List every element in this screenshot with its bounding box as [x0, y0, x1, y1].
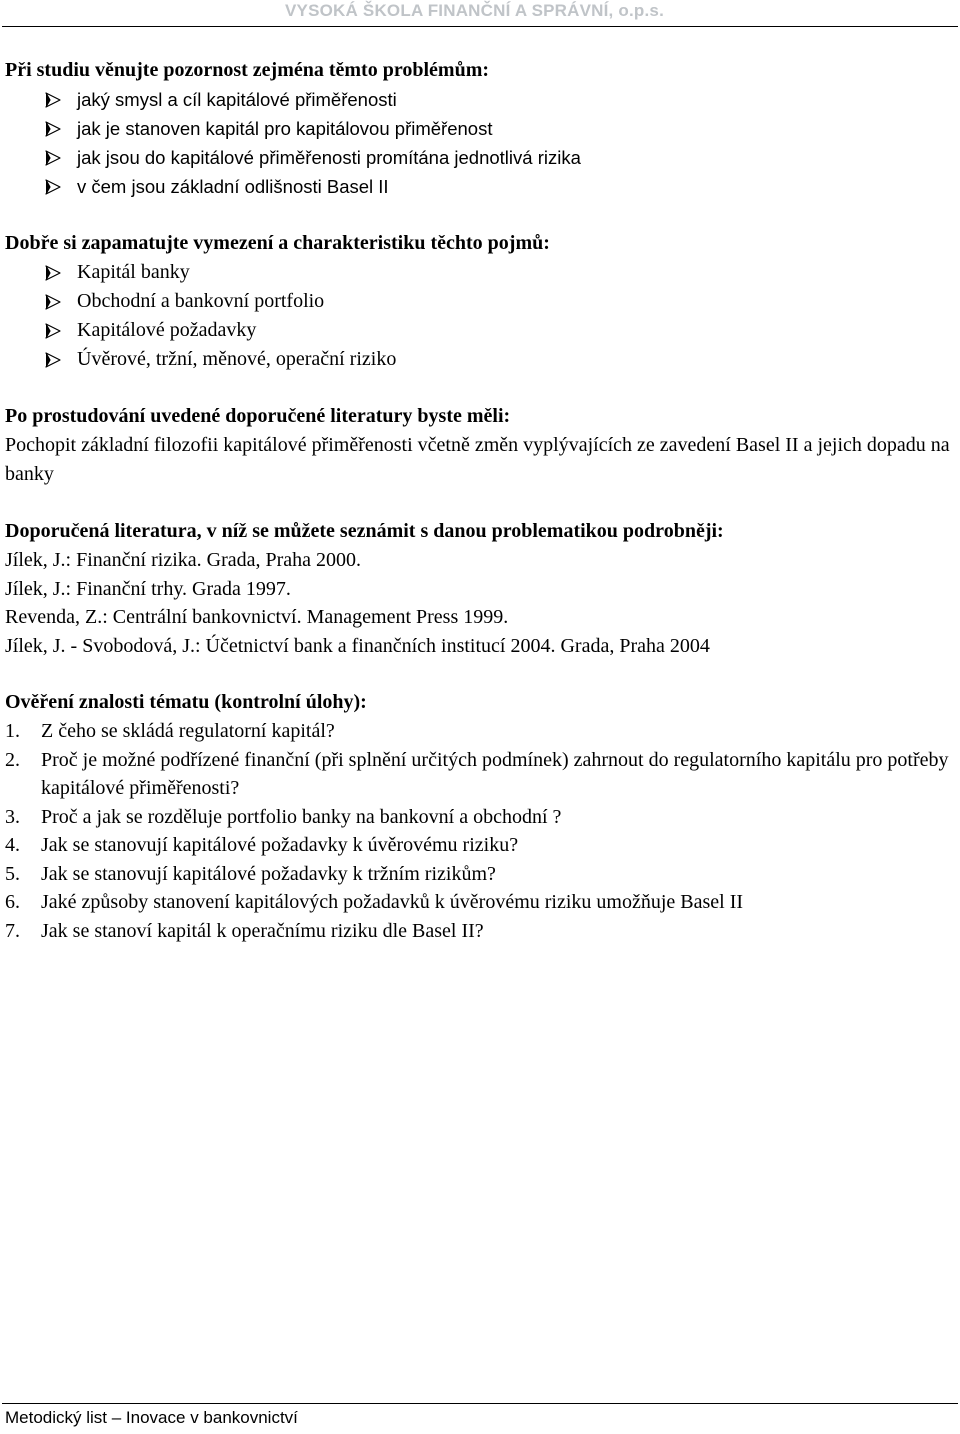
- question-item: [5, 860, 957, 889]
- document-body: [5, 56, 957, 945]
- literature-item: Jílek, J. - Svobodová, J.: Účetnictví bank a finančních institucí 2004. Grada, Praha 2004: [5, 634, 710, 657]
- question-text: Jak se stanovují kapitálové požadavky k tržním rizikům?: [41, 862, 496, 885]
- page-header-school: VYSOKÁ ŠKOLA FINANČNÍ A SPRÁVNÍ, o.p.s.: [285, 1, 664, 20]
- question-number: 5.: [5, 862, 20, 885]
- section-heading-review-questions: Ověření znalosti tématu (kontrolní úlohy):: [5, 691, 367, 713]
- list-item-text: Obchodní a bankovní portfolio: [77, 290, 325, 312]
- list-item: [5, 143, 957, 172]
- list-item-text: v čem jsou základní odlišnosti Basel II: [77, 176, 389, 197]
- question-item: [5, 831, 957, 860]
- learning-outcomes-text: Pochopit základní filozofii kapitálové přiměřenosti včetně změn vyplývajících ze zavedení Basel II a jejich dopadu na banky: [5, 434, 950, 485]
- literature-item: Jílek, J.: Finanční trhy. Grada 1997.: [5, 577, 291, 600]
- list-item: [5, 172, 957, 201]
- literature-item: Revenda, Z.: Centrální bankovnictví. Management Press 1999.: [5, 606, 509, 628]
- list-item-text: Kapitál banky: [77, 261, 190, 283]
- arrow-bullet-icon: [45, 294, 61, 310]
- literature-item: Jílek, J.: Finanční rizika. Grada, Praha 2000.: [5, 549, 362, 571]
- list-item-text: jak je stanoven kapitál pro kapitálovou přiměřenost: [77, 118, 493, 139]
- list-item: [5, 345, 957, 374]
- list-item: [5, 114, 957, 143]
- question-item: [5, 717, 957, 746]
- question-text: Z čeho se skládá regulatorní kapitál?: [41, 720, 335, 742]
- review-questions-list: [5, 717, 957, 945]
- arrow-bullet-icon: [45, 150, 61, 166]
- question-text: Jaké způsoby stanovení kapitálových požadavků k úvěrovému riziku umožňuje Basel II: [41, 891, 744, 913]
- question-text: Proč je možné podřízené finanční (při splnění určitých podmínek) zahrnout do regulatorního kapitálu pro potřeby kapitálové přiměřenosti?: [41, 748, 949, 799]
- question-text: Jak se stanoví kapitál k operačnímu riziku dle Basel II?: [41, 919, 484, 942]
- question-item: [5, 888, 957, 917]
- list-item: [5, 258, 957, 287]
- section-heading-study-focus: Při studiu věnujte pozornost zejména těmto problémům:: [5, 59, 490, 81]
- arrow-bullet-icon: [45, 121, 61, 137]
- list-item: [5, 287, 957, 316]
- section-heading-learning-outcomes: Po prostudování uvedené doporučené literatury byste měli:: [5, 405, 511, 427]
- question-number: 6.: [5, 891, 20, 913]
- question-number: 4.: [5, 834, 20, 856]
- question-number: 1.: [5, 720, 20, 742]
- list-item: [5, 85, 957, 114]
- question-item: [5, 746, 957, 803]
- arrow-bullet-icon: [45, 323, 61, 339]
- arrow-bullet-icon: [45, 265, 61, 281]
- question-number: 7.: [5, 919, 20, 942]
- key-terms-list: [5, 258, 957, 374]
- list-item-text: jak jsou do kapitálové přiměřenosti promítána jednotlivá rizika: [77, 147, 581, 168]
- arrow-bullet-icon: [45, 92, 61, 108]
- question-item: [5, 803, 957, 832]
- section-heading-key-terms: Dobře si zapamatujte vymezení a charakteristiku těchto pojmů:: [5, 232, 550, 254]
- list-item: [5, 316, 957, 345]
- footer-rule: [2, 1403, 958, 1404]
- section-heading-literature: Doporučená literatura, v níž se můžete seznámit s danou problematikou podrobněji:: [5, 520, 724, 542]
- question-text: Jak se stanovují kapitálové požadavky k úvěrovému riziku?: [41, 834, 519, 856]
- list-item-text: Úvěrové, tržní, měnové, operační riziko: [77, 348, 397, 370]
- page-footer: Metodický list – Inovace v bankovnictví: [5, 1408, 298, 1427]
- question-number: 2.: [5, 748, 20, 771]
- question-text: Proč a jak se rozděluje portfolio banky na bankovní a obchodní ?: [41, 805, 562, 828]
- question-item: [5, 917, 957, 946]
- arrow-bullet-icon: [45, 179, 61, 195]
- question-number: 3.: [5, 805, 20, 828]
- header-rule: [2, 26, 958, 27]
- list-item-text: Kapitálové požadavky: [77, 319, 257, 341]
- study-focus-list: [5, 85, 957, 201]
- list-item-text: jaký smysl a cíl kapitálové přiměřenosti: [77, 89, 397, 110]
- arrow-bullet-icon: [45, 352, 61, 368]
